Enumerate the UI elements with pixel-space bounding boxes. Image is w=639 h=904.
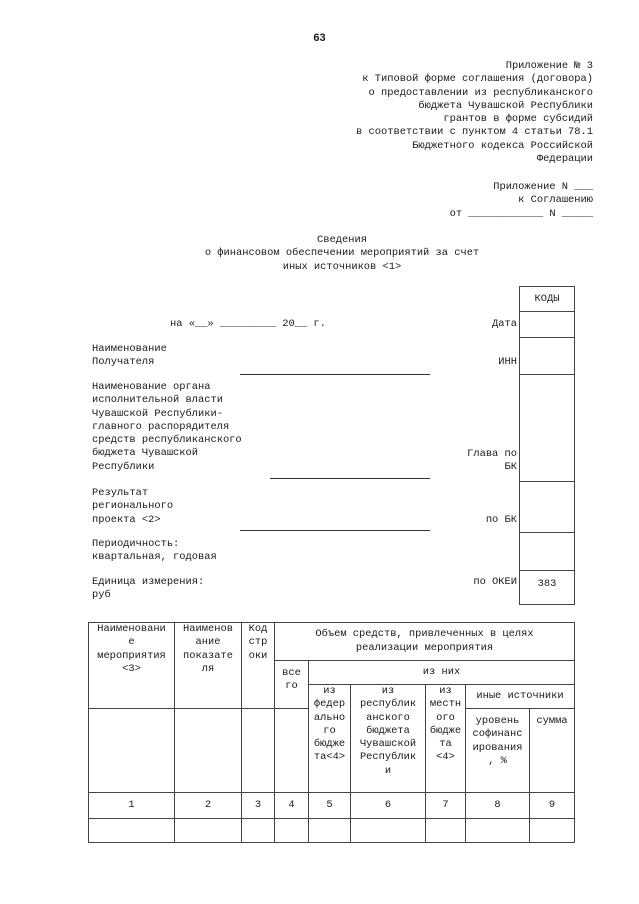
header-text: Код — [248, 623, 268, 635]
header-text: софинанс — [472, 728, 523, 741]
appendix-line: к Типовой форме соглашения (договора) — [362, 73, 593, 86]
appendix-line: в соответствии с пунктом 4 статьи 78.1 — [356, 126, 593, 139]
header-text: Объем средств, привлеченных в целях — [315, 628, 534, 641]
column-number: 2 — [175, 793, 242, 819]
header-text: ого — [436, 711, 455, 724]
header-text: Чувашской — [359, 738, 417, 751]
header-of-them: из них — [309, 661, 575, 685]
header-text: е — [128, 636, 135, 649]
header-sum: сумма — [530, 709, 575, 793]
header-text: ание — [195, 636, 221, 649]
recipient-field[interactable] — [240, 374, 430, 375]
authority-label-line: Наименование органа — [92, 381, 211, 393]
code-cell-bk[interactable] — [520, 481, 574, 532]
appendix-header — [263, 60, 593, 166]
table-cell[interactable] — [426, 819, 466, 843]
header-text: та<4> — [313, 751, 346, 764]
table-cell[interactable] — [466, 819, 530, 843]
header-text: и — [384, 764, 392, 777]
table-cell[interactable] — [275, 819, 309, 843]
authority-label — [92, 381, 242, 474]
glava-bk-label-line: БК — [504, 461, 517, 474]
authority-label-line: средств республиканского — [92, 434, 242, 447]
authority-label-line: главного распорядителя — [92, 420, 230, 433]
header-local — [426, 685, 466, 793]
agreement-header — [343, 181, 593, 221]
header-federal — [309, 685, 351, 793]
header-text: из — [323, 685, 336, 697]
table-cell[interactable] — [175, 819, 242, 843]
header-text: показате — [183, 649, 233, 662]
periodicity-label: Периодичность: — [92, 538, 180, 550]
header-text: стр — [248, 636, 268, 649]
appendix-line: бюджета Чувашской Республики — [418, 99, 593, 112]
header-text: <4> — [436, 751, 455, 764]
column-number: 7 — [426, 793, 466, 819]
code-cell-inn[interactable] — [520, 337, 574, 374]
header-text: бюдже — [429, 724, 462, 737]
header-text: из — [381, 685, 395, 697]
date-label: Дата — [492, 318, 517, 330]
recipient-label — [92, 343, 167, 370]
unit-value: руб — [92, 589, 111, 602]
title-line: иных источников <1> — [282, 260, 402, 273]
header-event-name-cont — [89, 709, 175, 793]
code-cell-date[interactable] — [520, 311, 574, 337]
table-cell[interactable] — [309, 819, 351, 843]
authority-label-line: бюджета Чувашской — [92, 447, 199, 460]
result-label — [92, 487, 173, 527]
po-okei-label: по ОКЕИ — [473, 576, 517, 588]
authority-field[interactable] — [270, 478, 430, 479]
title-line: Сведения — [317, 234, 367, 246]
appendix-line: Приложение № 3 — [505, 60, 593, 72]
header-text: го — [323, 724, 336, 737]
header-text: го — [285, 680, 298, 693]
column-number: 8 — [466, 793, 530, 819]
header-text: бюджета — [366, 724, 410, 737]
authority-label-line: исполнительной власти — [92, 394, 223, 407]
header-text: ирования — [472, 741, 523, 754]
column-number: 4 — [275, 793, 309, 819]
header-text: федер — [313, 698, 346, 711]
result-label-line: регионального — [92, 500, 174, 513]
report-date-line: на «__» _________ 20__ г. — [170, 318, 326, 330]
unit-label: Единица измерения: — [92, 576, 205, 588]
header-text: ля — [201, 662, 215, 675]
financing-table — [88, 622, 575, 843]
periodicity-value: квартальная, годовая — [92, 551, 217, 564]
codes-header: КОДЫ — [534, 293, 560, 305]
header-text: местн — [429, 698, 462, 711]
agreement-number: Приложение N ___ — [493, 181, 593, 193]
periodicity — [92, 538, 217, 565]
recipient-label-line: Получателя — [92, 356, 155, 369]
table-cell[interactable] — [242, 819, 275, 843]
header-text: все — [282, 667, 301, 679]
agreement-label: к Соглашению — [518, 194, 593, 207]
appendix-line: Бюджетного кодекса Российской — [412, 139, 593, 152]
appendix-line: о предоставлении из республиканского — [368, 86, 593, 99]
header-other-sources: иные источники — [466, 685, 575, 709]
header-text: , % — [488, 754, 507, 767]
glava-bk-label-line: Глава по — [467, 448, 517, 460]
header-event-name — [89, 623, 175, 709]
header-level — [466, 709, 530, 793]
header-total — [275, 661, 309, 709]
header-total-cont — [275, 709, 309, 793]
document-title — [140, 234, 544, 274]
appendix-line: грантов в форме субсидий — [443, 113, 593, 126]
result-label-line: проекта <2> — [92, 513, 161, 526]
header-text: уровень — [475, 715, 520, 727]
header-text: анского — [366, 711, 410, 724]
header-text: та — [439, 738, 452, 751]
glava-bk-label — [467, 448, 517, 475]
table-cell[interactable] — [89, 819, 175, 843]
header-text: ально — [313, 711, 346, 724]
inn-label: ИНН — [498, 356, 517, 368]
unit — [92, 576, 204, 603]
title-line: о финансовом обеспечении мероприятий за счет — [204, 247, 480, 260]
po-bk-label: по БК — [485, 514, 517, 526]
column-number: 6 — [351, 793, 426, 819]
column-number: 1 — [89, 793, 175, 819]
result-label-line: Результат — [92, 487, 149, 499]
agreement-date: от ____________ N _____ — [449, 207, 593, 220]
header-indicator-name-cont — [175, 709, 242, 793]
header-text: <3> — [122, 662, 141, 675]
code-cell-glava-bk[interactable] — [520, 374, 574, 481]
header-text: оки — [248, 649, 268, 662]
header-text: республик — [359, 698, 417, 711]
table-cell[interactable] — [351, 819, 426, 843]
result-field[interactable] — [240, 530, 430, 531]
header-row-code — [242, 623, 275, 709]
header-text: реализации мероприятия — [355, 641, 494, 654]
page-number: 63 — [313, 32, 326, 44]
authority-label-line: Республики — [92, 460, 155, 473]
column-number: 5 — [309, 793, 351, 819]
header-text: мероприятия — [97, 649, 166, 662]
column-number: 9 — [530, 793, 575, 819]
header-text: Республик — [359, 751, 417, 764]
authority-label-line: Чувашской Республики- — [92, 407, 223, 420]
header-indicator-name — [175, 623, 242, 709]
column-number: 3 — [242, 793, 275, 819]
header-text: из — [439, 685, 452, 697]
header-text: Наименовани — [97, 623, 166, 635]
codes-column — [519, 286, 575, 605]
code-cell-periodicity[interactable] — [520, 532, 574, 570]
header-text: Наименов — [183, 623, 233, 635]
table-cell[interactable] — [530, 819, 575, 843]
header-row-code-cont — [242, 709, 275, 793]
appendix-line: Федерации — [536, 153, 593, 166]
header-volume — [275, 623, 575, 661]
code-cell-okei: 383 — [520, 570, 574, 604]
header-text: бюдже — [313, 738, 346, 751]
recipient-label-line: Наименование — [92, 343, 167, 355]
header-republic — [351, 685, 426, 793]
